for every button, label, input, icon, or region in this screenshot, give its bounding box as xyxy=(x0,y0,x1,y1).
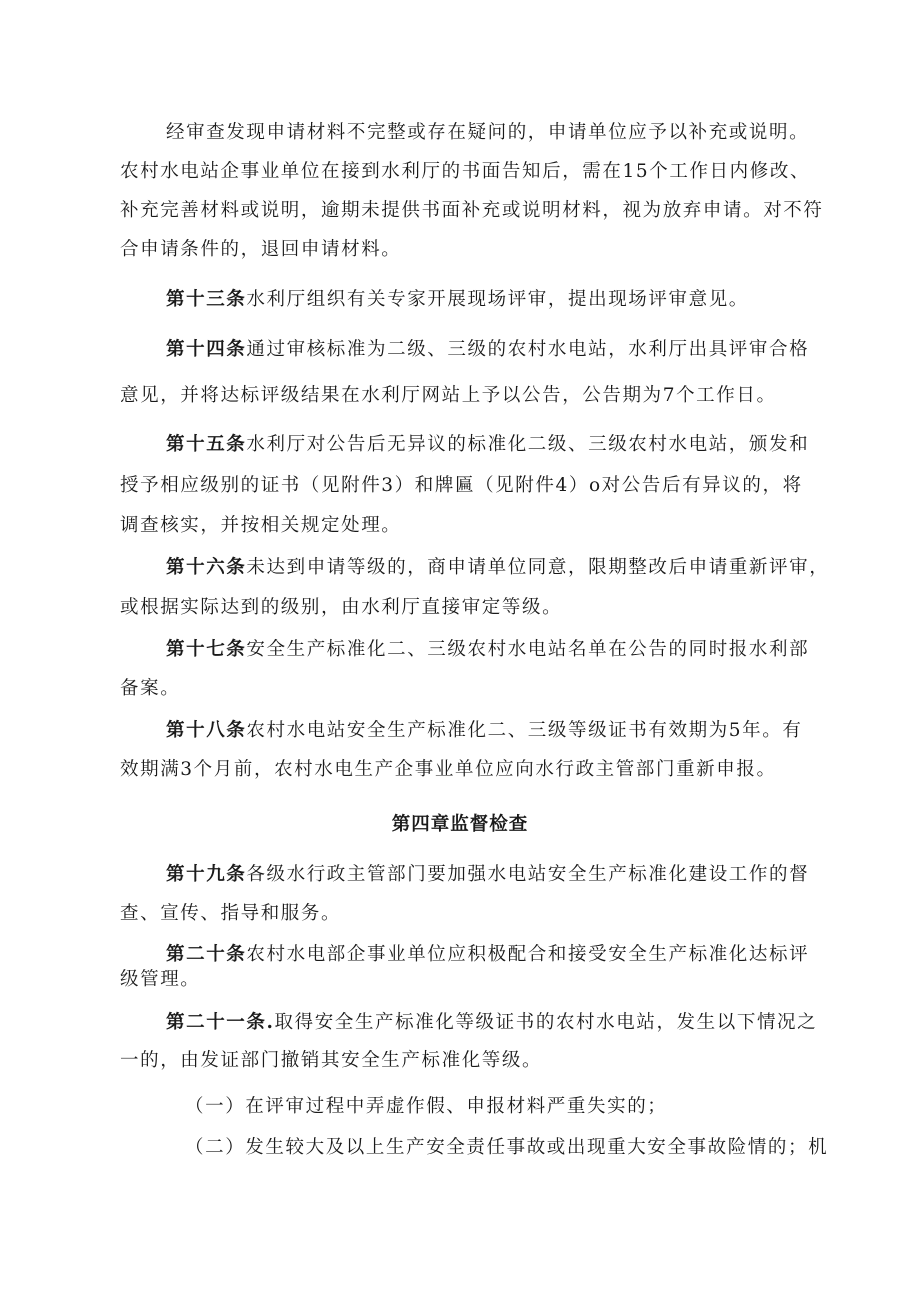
paragraph-line xyxy=(120,473,820,499)
paragraph-line xyxy=(120,676,820,702)
article-text: 农村水电部企事业单位应积极配合和接受安全生产标准化达标评 xyxy=(246,944,810,965)
article-text: 水利厅组织有关专家开展现场评审，提出现场评审意见。 xyxy=(246,289,749,310)
text: 农村水电站企事业单位在接到水利厅的书面告知后，需在15个工作日内修改、 xyxy=(120,161,811,182)
article-label: 第十六条 xyxy=(166,557,247,578)
article-label: 第十三条 xyxy=(166,289,247,310)
article-label: 第二十一条. xyxy=(166,1012,275,1033)
article-13 xyxy=(166,287,820,313)
paragraph-line xyxy=(120,1048,820,1074)
list-item: （一）在评审过程中弄虚作假、申报材料严重失实的； xyxy=(185,1096,668,1117)
article-label: 第十七条 xyxy=(166,639,247,660)
article-text: 安全生产标准化二、三级农村水电站名单在公告的同时报水利部 xyxy=(246,639,810,660)
article-21 xyxy=(166,1010,820,1036)
text: 意见，并将达标评级结果在水利厅网站上予以公告，公告期为7个工作日。 xyxy=(120,385,777,406)
article-19 xyxy=(166,862,820,888)
text: 经审查发现申请材料不完整或存在疑问的，申请单位应予以补充或说明。 xyxy=(166,122,810,143)
paragraph-line xyxy=(120,757,820,783)
paragraph-line xyxy=(120,967,820,993)
article-text: 取得安全生产标准化等级证书的农村水电站，发生以下情况之 xyxy=(274,1012,818,1033)
text: 补充完善材料或说明，逾期未提供书面补充或说明材料，视为放弃申请。对不符 xyxy=(120,200,824,221)
text: 效期满3个月前，农村水电生产企事业单位应向水行政主管部门重新申报。 xyxy=(120,759,777,780)
paragraph-line xyxy=(120,159,820,185)
article-text: 通过审核标准为二级、三级的农村水电站，水利厅出具评审合格 xyxy=(246,339,810,360)
text: 授予相应级别的证书（见附件3）和牌匾（见附件4）o对公告后有异议的，将 xyxy=(120,475,803,496)
paragraph-line xyxy=(120,198,824,224)
paragraph-line xyxy=(120,513,820,539)
article-14 xyxy=(166,337,820,363)
article-16 xyxy=(166,555,830,581)
article-label: 第十五条 xyxy=(166,434,247,455)
article-text: 水利厅对公告后无异议的标准化二级、三级农村水电站，颁发和 xyxy=(246,434,810,455)
text: 查、宣传、指导和服务。 xyxy=(120,903,342,924)
article-17 xyxy=(166,637,820,663)
list-item: （二）发生较大及以上生产安全责任事故或出现重大安全事故险情的；机 xyxy=(185,1137,829,1158)
paragraph-line xyxy=(120,595,820,621)
text: 或根据实际达到的级别，由水利厅直接审定等级。 xyxy=(120,597,563,618)
text: 级管理。 xyxy=(120,969,201,990)
text: 一的，由发证部门撤销其安全生产标准化等级。 xyxy=(120,1050,543,1071)
article-label: 第十九条 xyxy=(166,864,247,885)
article-label: 第十四条 xyxy=(166,339,247,360)
chapter-heading: 第四章监督检查 xyxy=(391,814,529,835)
text: 备案。 xyxy=(120,678,181,699)
article-15 xyxy=(166,432,820,458)
article-label: 第二十条 xyxy=(166,944,247,965)
text: 调查核实，并按相关规定处理。 xyxy=(120,515,402,536)
article-text: 农村水电站安全生产标准化二、三级等级证书有效期为5年。有 xyxy=(246,720,803,741)
paragraph-line xyxy=(120,901,820,927)
paragraph-line xyxy=(166,120,820,146)
article-label: 第十八条 xyxy=(166,720,247,741)
paragraph-line xyxy=(120,237,820,263)
article-text: 各级水行政主管部门要加强水电站安全生产标准化建设工作的督 xyxy=(246,864,810,885)
article-20 xyxy=(166,942,820,968)
paragraph-line xyxy=(120,383,820,409)
article-text: 未达到申请等级的，商申请单位同意，限期整改后申请重新评审， xyxy=(246,557,830,578)
text: 合申请条件的，退回申请材料。 xyxy=(120,239,402,260)
article-18 xyxy=(166,718,820,744)
